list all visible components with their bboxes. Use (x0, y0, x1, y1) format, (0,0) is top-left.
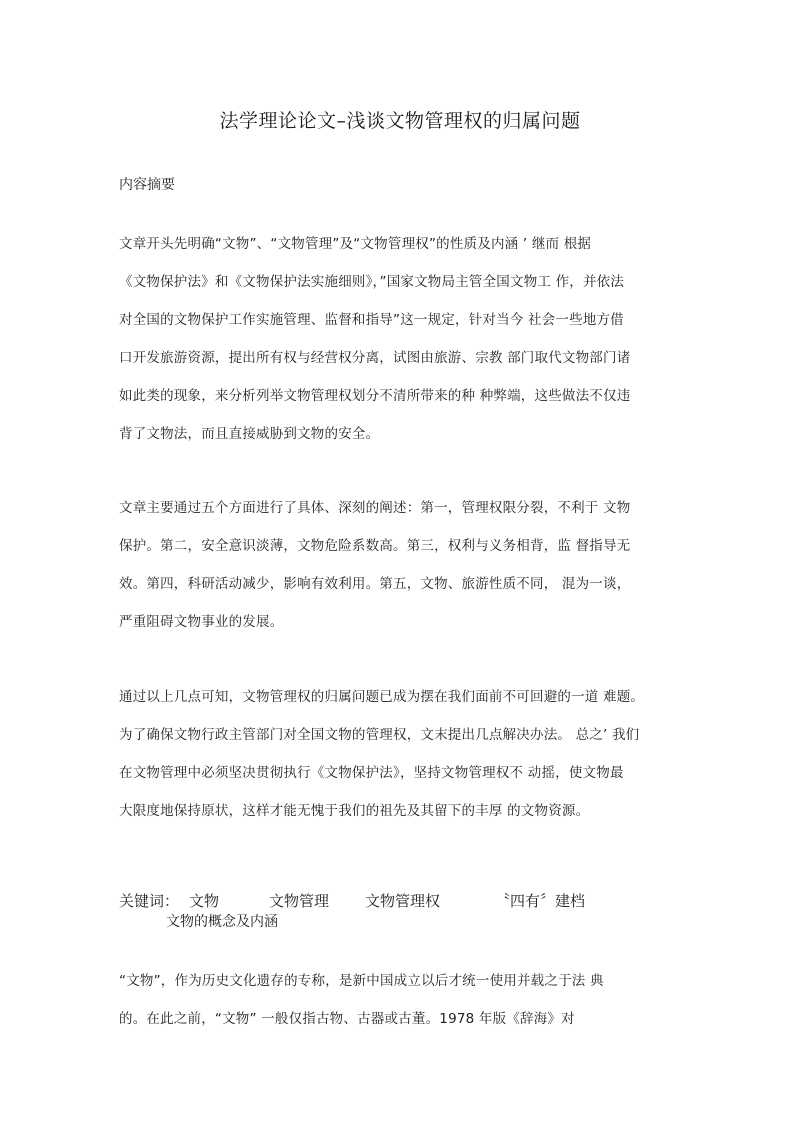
text-line: “文物”，作为历史文化遗存的专称，是新中国成立以后才统一使用并载之于法 典 (119, 973, 604, 989)
keywords-line (119, 890, 585, 911)
text-line: 口开发旅游资源，提出所有权与经营权分离，试图由旅游、宗教 部门取代文物部门诸 (119, 350, 631, 366)
text-line: 严重阻碍文物事业的发展。 (119, 614, 284, 630)
keyword-item: 〝四有〞建档 (495, 892, 586, 910)
abstract-paragraph-3 (119, 678, 685, 830)
text-line: 为了确保文物行政主管部门对全国文物的管理权，文末提出几点解决办法。 总之’ 我们 (119, 727, 640, 743)
text-line: 对全国的文物保护工作实施管理、监督和指导”这一规定，针对当今 社会一些地方借 (119, 312, 624, 328)
abstract-paragraph-1 (119, 225, 685, 453)
section-heading: 文物的概念及内涵 (166, 914, 278, 930)
text-line: 《文物保护法》和《文物保护法实施细则》，”国家文物局主管全国文物工 作，并依法 (119, 274, 625, 290)
text-line: 效。第四，科研活动减少，影响有效利用。第五，文物、旅游性质不同， 混为一谈， (119, 576, 631, 592)
text-line: 文章开头先明确“文物”、“文物管理”及“文物管理权”的性质及内涵 ’ 继而 根据 (119, 236, 592, 252)
keyword-item: 文物管理权 (365, 892, 441, 910)
text-line: 如此类的现象，来分析列举文物管理权划分不清所带来的种 种弊端，这些做法不仅违 (119, 388, 631, 404)
text-line: 文章主要通过五个方面进行了具体、深刻的阐述：第一，管理权限分裂，不利于 文物 (119, 500, 631, 516)
text-line: 大限度地保持原状，这样才能无愧于我们的祖先及其留下的丰厚 的文物资源。 (119, 803, 590, 819)
abstract-paragraph-2 (119, 489, 685, 641)
text-line: 通过以上几点可知，文物管理权的归属问题已成为摆在我们面前不可回避的一道 难题。 (119, 689, 645, 705)
text-line: 在文物管理中必须坚决贯彻执行《文物保护法》，坚持文物管理权不 动摇，使文物最 (119, 765, 624, 781)
text-line: 的。在此之前，“文物” 一般仅指古物、古器或古董。1978 年版《辞海》对 (119, 1011, 575, 1027)
keywords-label: 关键词： (119, 892, 180, 910)
keyword-item: 文物管理 (269, 892, 330, 910)
document-title: 法学理论论文–浅谈文物管理权的归属问题 (219, 110, 581, 132)
keyword-item: 文物 (189, 892, 220, 910)
text-line: 背了文物法，而且直接威胁到文物的安全。 (119, 426, 380, 442)
text-line: 保护。第二，安全意识淡薄，文物危险系数高。第三，权利与义务相背，监 督指导无 (119, 538, 631, 554)
abstract-heading: 内容摘要 (119, 177, 175, 193)
body-paragraph (119, 962, 685, 1038)
